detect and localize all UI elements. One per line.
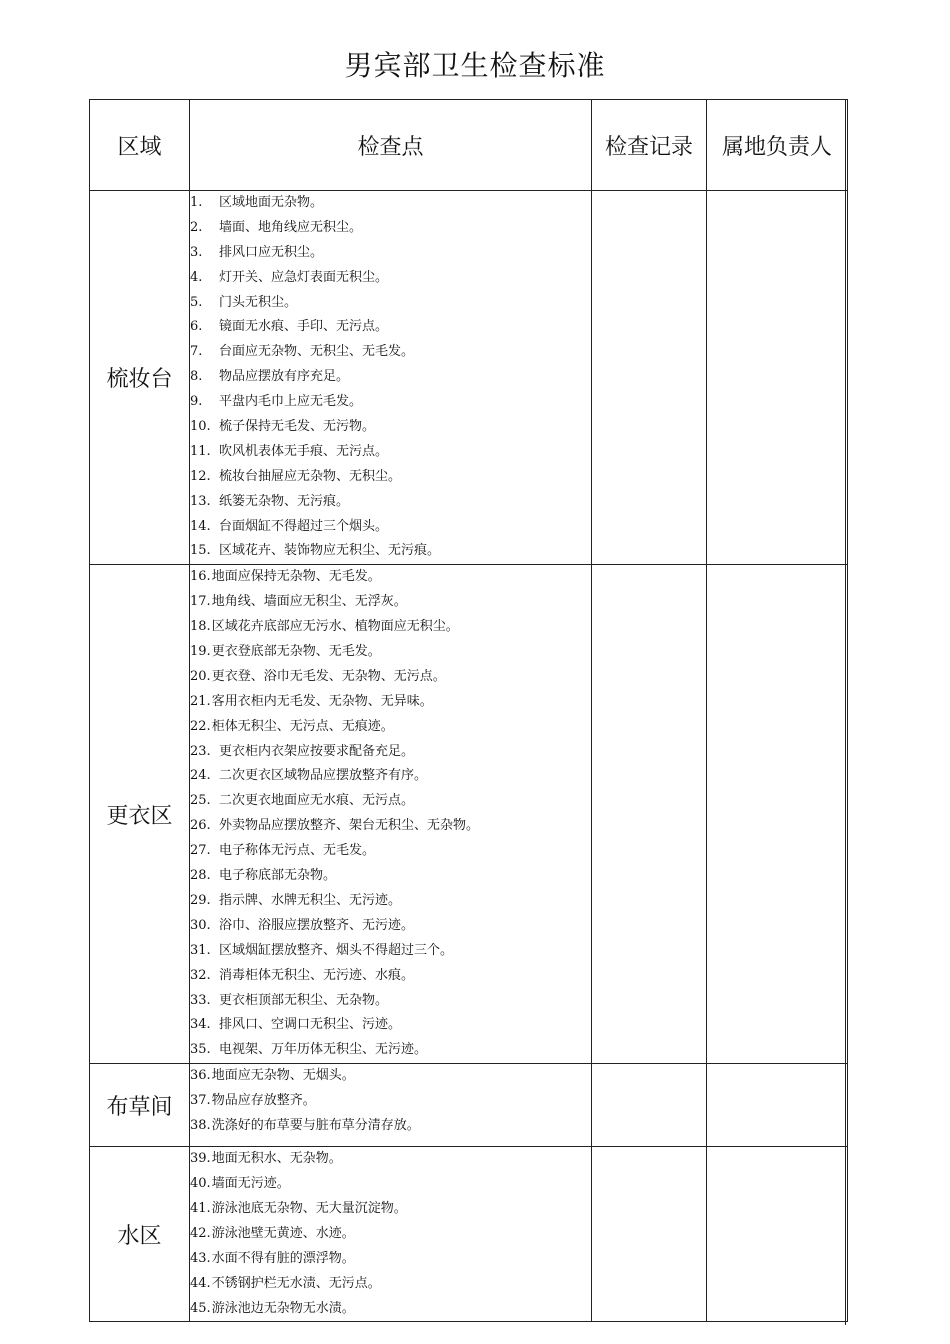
checkpoint-text: 区域烟缸摆放整齐、烟头不得超过三个。 xyxy=(219,942,454,958)
checkpoint-item xyxy=(190,315,591,340)
checkpoint-number: 4. xyxy=(190,269,203,285)
checkpoint-number: 24. xyxy=(190,768,211,784)
owner-cell[interactable] xyxy=(707,1064,848,1147)
checkpoint-item xyxy=(190,690,591,715)
owner-cell[interactable] xyxy=(707,1147,848,1322)
checkpoint-number: 42. xyxy=(190,1225,211,1241)
checkpoint-number: 35. xyxy=(190,1042,211,1058)
checkpoint-text: 墙面无污迹。 xyxy=(211,1176,290,1192)
checkpoint-text: 排风口、空调口无积尘、污迹。 xyxy=(219,1017,402,1033)
checkpoint-item xyxy=(190,291,591,316)
checkpoint-number: 29. xyxy=(190,892,211,908)
checkpoint-number: 36. xyxy=(190,1068,211,1084)
checkpoint-item xyxy=(190,1038,591,1063)
checkpoint-text: 镜面无水痕、手印、无污点。 xyxy=(219,319,389,335)
checkpoint-number: 8. xyxy=(190,369,203,385)
checkpoint-item xyxy=(190,1013,591,1038)
checkpoint-text: 游泳池壁无黄迹、水迹。 xyxy=(211,1225,355,1241)
checkpoint-text: 水面不得有脏的漂浮物。 xyxy=(211,1250,355,1266)
checkpoint-cell xyxy=(190,1147,592,1322)
section-row xyxy=(90,1147,848,1322)
checkpoint-item xyxy=(190,191,591,216)
checkpoint-text: 指示牌、水牌无积尘、无污迹。 xyxy=(219,892,402,908)
checkpoint-number: 32. xyxy=(190,967,211,983)
checkpoint-item xyxy=(190,1114,591,1139)
record-cell[interactable] xyxy=(592,565,707,1064)
checkpoint-item xyxy=(190,590,591,615)
checkpoint-item xyxy=(190,465,591,490)
owner-cell[interactable] xyxy=(707,565,848,1064)
checkpoint-number: 15. xyxy=(190,543,211,559)
checkpoint-text: 电子称底部无杂物。 xyxy=(219,868,337,884)
checkpoint-item xyxy=(190,989,591,1014)
checkpoint-item xyxy=(190,839,591,864)
checkpoint-text: 区域花卉底部应无污水、植物面应无积尘。 xyxy=(211,619,459,635)
checkpoint-text: 排风口应无积尘。 xyxy=(219,244,324,260)
checkpoint-text: 区域地面无杂物。 xyxy=(219,195,324,210)
header-area: 区域 xyxy=(90,100,190,191)
checkpoint-text: 台面烟缸不得超过三个烟头。 xyxy=(219,518,389,534)
checkpoint-item xyxy=(190,914,591,939)
checkpoint-number: 26. xyxy=(190,818,211,834)
checkpoint-number: 14. xyxy=(190,518,211,534)
checkpoint-number: 10. xyxy=(190,419,211,435)
checkpoint-item xyxy=(190,889,591,914)
checkpoint-number: 11. xyxy=(190,443,211,459)
checkpoint-number: 18. xyxy=(190,619,211,635)
checkpoint-text: 地角线、墙面应无积尘、无浮灰。 xyxy=(211,594,407,610)
checkpoint-item xyxy=(190,1222,591,1247)
table-outer-border xyxy=(845,99,846,1325)
checkpoint-number: 16. xyxy=(190,569,211,585)
checkpoint-text: 浴巾、浴服应摆放整齐、无污迹。 xyxy=(219,917,415,933)
checkpoint-text: 二次更衣区域物品应摆放整齐有序。 xyxy=(219,768,428,784)
area-label: 梳妆台 xyxy=(90,191,190,565)
checkpoint-text: 外卖物品应摆放整齐、架台无积尘、无杂物。 xyxy=(219,818,480,834)
checkpoint-item xyxy=(190,565,591,590)
checkpoint-item xyxy=(190,216,591,241)
checkpoint-text: 门头无积尘。 xyxy=(219,294,298,310)
checkpoint-number: 20. xyxy=(190,668,211,684)
checkpoint-number: 21. xyxy=(190,693,211,709)
area-label: 更衣区 xyxy=(90,565,190,1064)
checkpoint-number: 25. xyxy=(190,793,211,809)
checkpoint-number: 9. xyxy=(190,394,203,410)
checkpoint-item xyxy=(190,640,591,665)
checkpoint-text: 不锈钢护栏无水渍、无污点。 xyxy=(211,1275,381,1291)
section-row xyxy=(90,565,848,1064)
checkpoint-item xyxy=(190,1297,591,1322)
checkpoint-number: 28. xyxy=(190,868,211,884)
checkpoint-text: 二次更衣地面应无水痕、无污点。 xyxy=(219,793,415,809)
checkpoint-text: 客用衣柜内无毛发、无杂物、无异味。 xyxy=(211,693,433,709)
checkpoint-item xyxy=(190,814,591,839)
checkpoint-number: 38. xyxy=(190,1117,211,1133)
header-points: 检查点 xyxy=(190,100,592,191)
checkpoint-text: 墙面、地角线应无积尘。 xyxy=(219,219,363,235)
header-row xyxy=(90,100,848,191)
checkpoint-text: 地面无积水、无杂物。 xyxy=(211,1151,342,1167)
checkpoint-number: 12. xyxy=(190,468,211,484)
checkpoint-item xyxy=(190,789,591,814)
checkpoint-number: 6. xyxy=(190,319,203,335)
checkpoint-number: 44. xyxy=(190,1275,211,1291)
checkpoint-item xyxy=(190,1172,591,1197)
checkpoint-item xyxy=(190,515,591,540)
checkpoint-number: 41. xyxy=(190,1200,211,1216)
checkpoint-number: 7. xyxy=(190,344,203,360)
checkpoint-item xyxy=(190,390,591,415)
checkpoint-item xyxy=(190,1147,591,1172)
header-owner: 属地负责人 xyxy=(707,100,848,191)
checkpoint-text: 电视架、万年历体无积尘、无污迹。 xyxy=(219,1042,428,1058)
checkpoint-item xyxy=(190,715,591,740)
checkpoint-item xyxy=(190,1089,591,1114)
checkpoint-number: 45. xyxy=(190,1300,211,1316)
checkpoint-text: 区域花卉、装饰物应无积尘、无污痕。 xyxy=(219,543,441,559)
checkpoint-item xyxy=(190,340,591,365)
checkpoint-text: 更衣柜内衣架应按要求配备充足。 xyxy=(219,743,415,759)
checkpoint-item xyxy=(190,1064,591,1089)
checkpoint-text: 更衣登底部无杂物、无毛发。 xyxy=(211,644,381,660)
checkpoint-number: 30. xyxy=(190,917,211,933)
checkpoint-item xyxy=(190,490,591,515)
checkpoint-item xyxy=(190,241,591,266)
checkpoint-number: 1. xyxy=(190,195,203,210)
checkpoint-text: 台面应无杂物、无积尘、无毛发。 xyxy=(219,344,415,360)
checkpoint-text: 物品应摆放有序充足。 xyxy=(219,369,350,385)
checkpoint-item xyxy=(190,665,591,690)
page-title: 男宾部卫生检查标准 xyxy=(344,49,606,82)
checkpoint-text: 物品应存放整齐。 xyxy=(211,1093,316,1109)
record-cell[interactable] xyxy=(592,191,707,565)
checkpoint-text: 梳妆台抽屉应无杂物、无积尘。 xyxy=(219,468,402,484)
checkpoint-number: 13. xyxy=(190,493,211,509)
checkpoint-number: 22. xyxy=(190,718,211,734)
checkpoint-item xyxy=(190,615,591,640)
checkpoint-text: 柜体无积尘、无污点、无痕迹。 xyxy=(211,718,394,734)
inspection-table xyxy=(89,99,848,1322)
checkpoint-text: 消毒柜体无积尘、无污迹、水痕。 xyxy=(219,967,415,983)
checkpoint-number: 31. xyxy=(190,942,211,958)
checkpoint-item xyxy=(190,415,591,440)
checkpoint-number: 40. xyxy=(190,1176,211,1192)
checkpoint-text: 地面应保持无杂物、无毛发。 xyxy=(211,569,381,585)
checkpoint-number: 3. xyxy=(190,244,203,260)
checkpoint-number: 43. xyxy=(190,1250,211,1266)
checkpoint-item xyxy=(190,440,591,465)
checkpoint-item xyxy=(190,864,591,889)
checkpoint-text: 洗涤好的布草要与脏布草分清存放。 xyxy=(211,1117,420,1133)
checkpoint-number: 39. xyxy=(190,1151,211,1167)
checkpoint-number: 17. xyxy=(190,594,211,610)
checkpoint-text: 梳子保持无毛发、无污物。 xyxy=(219,419,376,435)
checkpoint-text: 地面应无杂物、无烟头。 xyxy=(211,1068,355,1084)
checkpoint-number: 27. xyxy=(190,843,211,859)
checkpoint-text: 灯开关、应急灯表面无积尘。 xyxy=(219,269,389,285)
checkpoint-item xyxy=(190,1197,591,1222)
checkpoint-item xyxy=(190,365,591,390)
checkpoint-item xyxy=(190,764,591,789)
checkpoint-item xyxy=(190,939,591,964)
checkpoint-item xyxy=(190,1272,591,1297)
header-record: 检查记录 xyxy=(592,100,707,191)
checkpoint-number: 37. xyxy=(190,1093,211,1109)
checkpoint-text: 游泳池底无杂物、无大量沉淀物。 xyxy=(211,1200,407,1216)
checkpoint-number: 5. xyxy=(190,294,203,310)
checkpoint-item xyxy=(190,964,591,989)
checkpoint-cell xyxy=(190,191,592,565)
checkpoint-item xyxy=(190,1247,591,1272)
checkpoint-number: 34. xyxy=(190,1017,211,1033)
checkpoint-item xyxy=(190,266,591,291)
checkpoint-number: 23. xyxy=(190,743,211,759)
checkpoint-text: 电子称体无污点、无毛发。 xyxy=(219,843,376,859)
checkpoint-number: 33. xyxy=(190,992,211,1008)
checkpoint-text: 更衣柜顶部无积尘、无杂物。 xyxy=(219,992,389,1008)
checkpoint-cell xyxy=(190,1064,592,1147)
area-label: 水区 xyxy=(90,1147,190,1322)
section-row xyxy=(90,191,848,565)
checkpoint-item xyxy=(190,539,591,564)
section-row xyxy=(90,1064,848,1147)
checkpoint-text: 更衣登、浴巾无毛发、无杂物、无污点。 xyxy=(211,668,446,684)
checkpoint-cell xyxy=(190,565,592,1064)
checkpoint-text: 游泳池边无杂物无水渍。 xyxy=(211,1300,355,1316)
owner-cell[interactable] xyxy=(707,191,848,565)
checkpoint-number: 19. xyxy=(190,644,211,660)
checkpoint-number: 2. xyxy=(190,219,203,235)
record-cell[interactable] xyxy=(592,1147,707,1322)
checkpoint-item xyxy=(190,740,591,765)
area-label: 布草间 xyxy=(90,1064,190,1147)
checkpoint-text: 平盘内毛巾上应无毛发。 xyxy=(219,394,363,410)
checkpoint-text: 纸篓无杂物、无污痕。 xyxy=(219,493,350,509)
checkpoint-text: 吹风机表体无手痕、无污点。 xyxy=(219,443,389,459)
record-cell[interactable] xyxy=(592,1064,707,1147)
